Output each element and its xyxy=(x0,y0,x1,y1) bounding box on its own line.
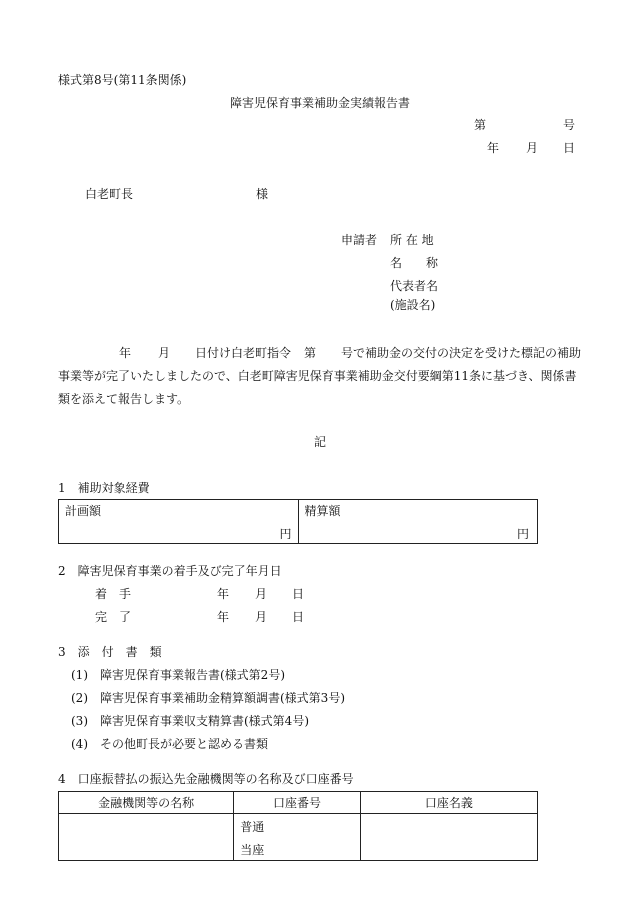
section4-heading: 4 口座振替払の振込先金融機関等の名称及び口座番号 xyxy=(58,772,354,786)
completion-month: 月 xyxy=(255,610,268,624)
attachment-1-text: 障害児保育事業報告書(様式第2号) xyxy=(100,668,285,682)
section3-heading: 3 添 付 書 類 xyxy=(58,645,162,659)
bank-name-header: 金融機関等の名称 xyxy=(59,792,234,814)
addressee-honorific: 様 xyxy=(256,187,269,201)
date-year: 年 xyxy=(487,141,500,155)
start-month: 月 xyxy=(255,587,268,601)
applicant-address-label: 所 在 地 xyxy=(390,233,434,247)
attachment-4-number: (4) xyxy=(71,737,88,751)
plan-amount-label: 計画額 xyxy=(65,504,102,518)
completion-day: 日 xyxy=(292,610,305,624)
start-year: 年 xyxy=(217,587,230,601)
section1-heading: 1 補助対象経費 xyxy=(58,481,150,495)
settled-amount-unit: 円 xyxy=(516,527,529,541)
date-month: 月 xyxy=(526,141,539,155)
body-year: 年 xyxy=(119,346,132,360)
attachment-3-number: (3) xyxy=(71,714,88,728)
account-holder-cell xyxy=(360,814,537,861)
doc-number-prefix: 第 xyxy=(474,118,487,132)
completion-year: 年 xyxy=(217,610,230,624)
applicant-label: 申請者 xyxy=(341,233,378,247)
settled-amount-label: 精算額 xyxy=(304,504,341,518)
addressee-name: 白老町長 xyxy=(85,187,134,201)
body-date-ref: 日付け白老町指令 xyxy=(195,346,292,360)
start-day: 日 xyxy=(292,587,305,601)
bank-name-cell xyxy=(59,814,234,861)
attachment-2-number: (2) xyxy=(71,691,88,705)
body-line2: 事業等が完了いたしましたので、白老町障害児保育事業補助金交付要綱第11条に基づき、関係書 xyxy=(58,369,577,383)
date-day: 日 xyxy=(563,141,576,155)
body-month: 月 xyxy=(158,346,171,360)
completion-label: 完 了 xyxy=(95,610,132,624)
applicant-representative-label: 代表者名 xyxy=(390,279,439,293)
start-label: 着 手 xyxy=(95,587,132,601)
applicant-name-label: 名 称 xyxy=(390,256,439,270)
settled-amount-cell xyxy=(298,500,538,544)
attachment-3-text: 障害児保育事業収支精算書(様式第4号) xyxy=(100,714,309,728)
body-line3: 類を添えて報告します。 xyxy=(58,392,190,406)
attachment-1-number: (1) xyxy=(71,668,88,682)
applicant-facility-label: (施設名) xyxy=(390,298,436,312)
attachment-4-text: その他町長が必要と認める書類 xyxy=(100,737,269,751)
body-line1-rest: 号で補助金の交付の決定を受けた標記の補助 xyxy=(341,346,582,360)
expense-table xyxy=(58,499,538,544)
section2-heading: 2 障害児保育事業の着手及び完了年月日 xyxy=(58,564,282,578)
plan-amount-unit: 円 xyxy=(279,527,292,541)
account-holder-header: 口座名義 xyxy=(360,792,537,814)
form-number: 様式第8号(第11条関係) xyxy=(58,73,187,87)
attachment-2-text: 障害児保育事業補助金精算額調書(様式第3号) xyxy=(100,691,345,705)
account-number-cell xyxy=(234,814,360,861)
account-type-current: 当座 xyxy=(240,843,265,857)
doc-number-suffix: 号 xyxy=(563,118,576,132)
document-title: 障害児保育事業補助金実績報告書 xyxy=(230,96,411,110)
account-number-header: 口座番号 xyxy=(234,792,360,814)
plan-amount-cell xyxy=(59,500,299,544)
bank-account-table xyxy=(58,791,538,861)
account-type-ordinary: 普通 xyxy=(240,820,265,834)
ki-marker: 記 xyxy=(314,435,327,449)
body-no-prefix: 第 xyxy=(304,346,317,360)
